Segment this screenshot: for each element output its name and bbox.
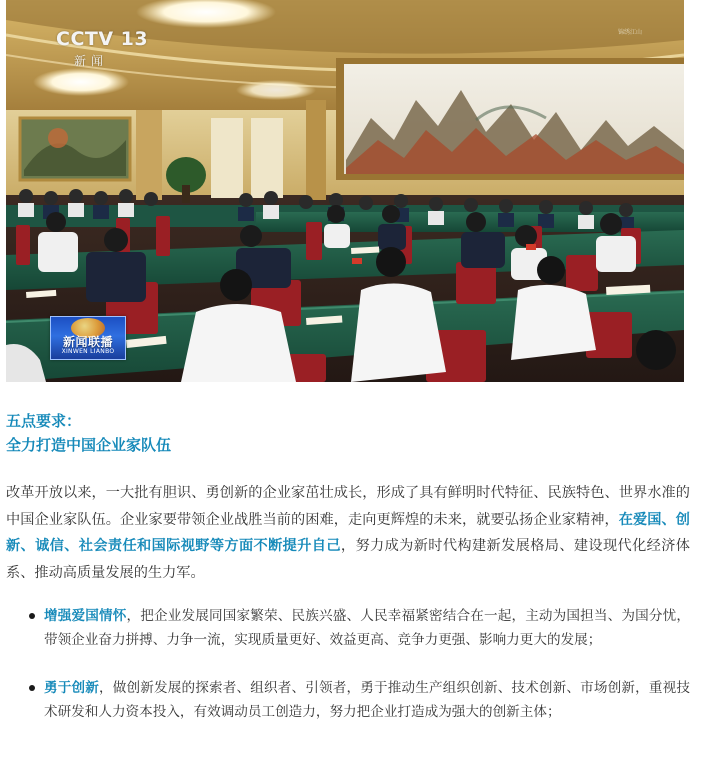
section-title-line2: 全力打造中国企业家队伍 bbox=[6, 436, 172, 454]
cctv-news-label: 新闻 bbox=[74, 54, 109, 68]
requirements-list bbox=[24, 604, 690, 748]
bullet-dot-icon bbox=[29, 685, 35, 691]
cctv-13-logo: CCTV 13 bbox=[56, 28, 149, 50]
list-item bbox=[24, 676, 690, 724]
xinwen-lianbo-pinyin: XINWEN LIANBO bbox=[61, 348, 115, 355]
intro-highlight: 在爱国、创新、诚信、社会责任和国际视野等方面不断提升自己 bbox=[6, 511, 690, 554]
intro-paragraph bbox=[6, 480, 690, 586]
bullet-text: ，做创新发展的探索者、组织者、引领者，勇于推动生产组织创新、技术创新、市场创新，重视技术研发和人力资本投入，有效调动员工创造力，努力把企业打造成为强大的创新主体； bbox=[44, 680, 691, 720]
meeting-photo bbox=[6, 0, 684, 382]
bullet-lead: 勇于创新 bbox=[44, 680, 99, 696]
intro-text-after: ，努力成为新时代构建新发展格局、建设现代化经济体系、推动高质量发展的生力军。 bbox=[6, 538, 690, 581]
list-item bbox=[24, 604, 690, 652]
xinwen-lianbo-logo bbox=[50, 316, 126, 360]
section-title-line1: 五点要求： bbox=[6, 412, 82, 430]
mural-caption: 锦绣江山 bbox=[618, 29, 643, 36]
bullet-lead: 增强爱国情怀 bbox=[44, 608, 127, 624]
intro-text-before: 改革开放以来，一大批有胆识、勇创新的企业家茁壮成长，形成了具有鲜明时代特征、民族特色、世界水准的中国企业家队伍。企业家要带领企业战胜当前的困难，走向更辉煌的未来，就要弘扬企业家精神， bbox=[6, 485, 690, 528]
xinwen-lianbo-name: 新闻联播 bbox=[62, 335, 113, 349]
bullet-dot-icon bbox=[29, 613, 35, 619]
bullet-text: ，把企业发展同国家繁荣、民族兴盛、人民幸福紧密结合在一起，主动为国担当、为国分忧，带领企业奋力拼搏、力争一流，实现质量更好、效益更高、竞争力更强、影响力更大的发展； bbox=[44, 608, 691, 648]
